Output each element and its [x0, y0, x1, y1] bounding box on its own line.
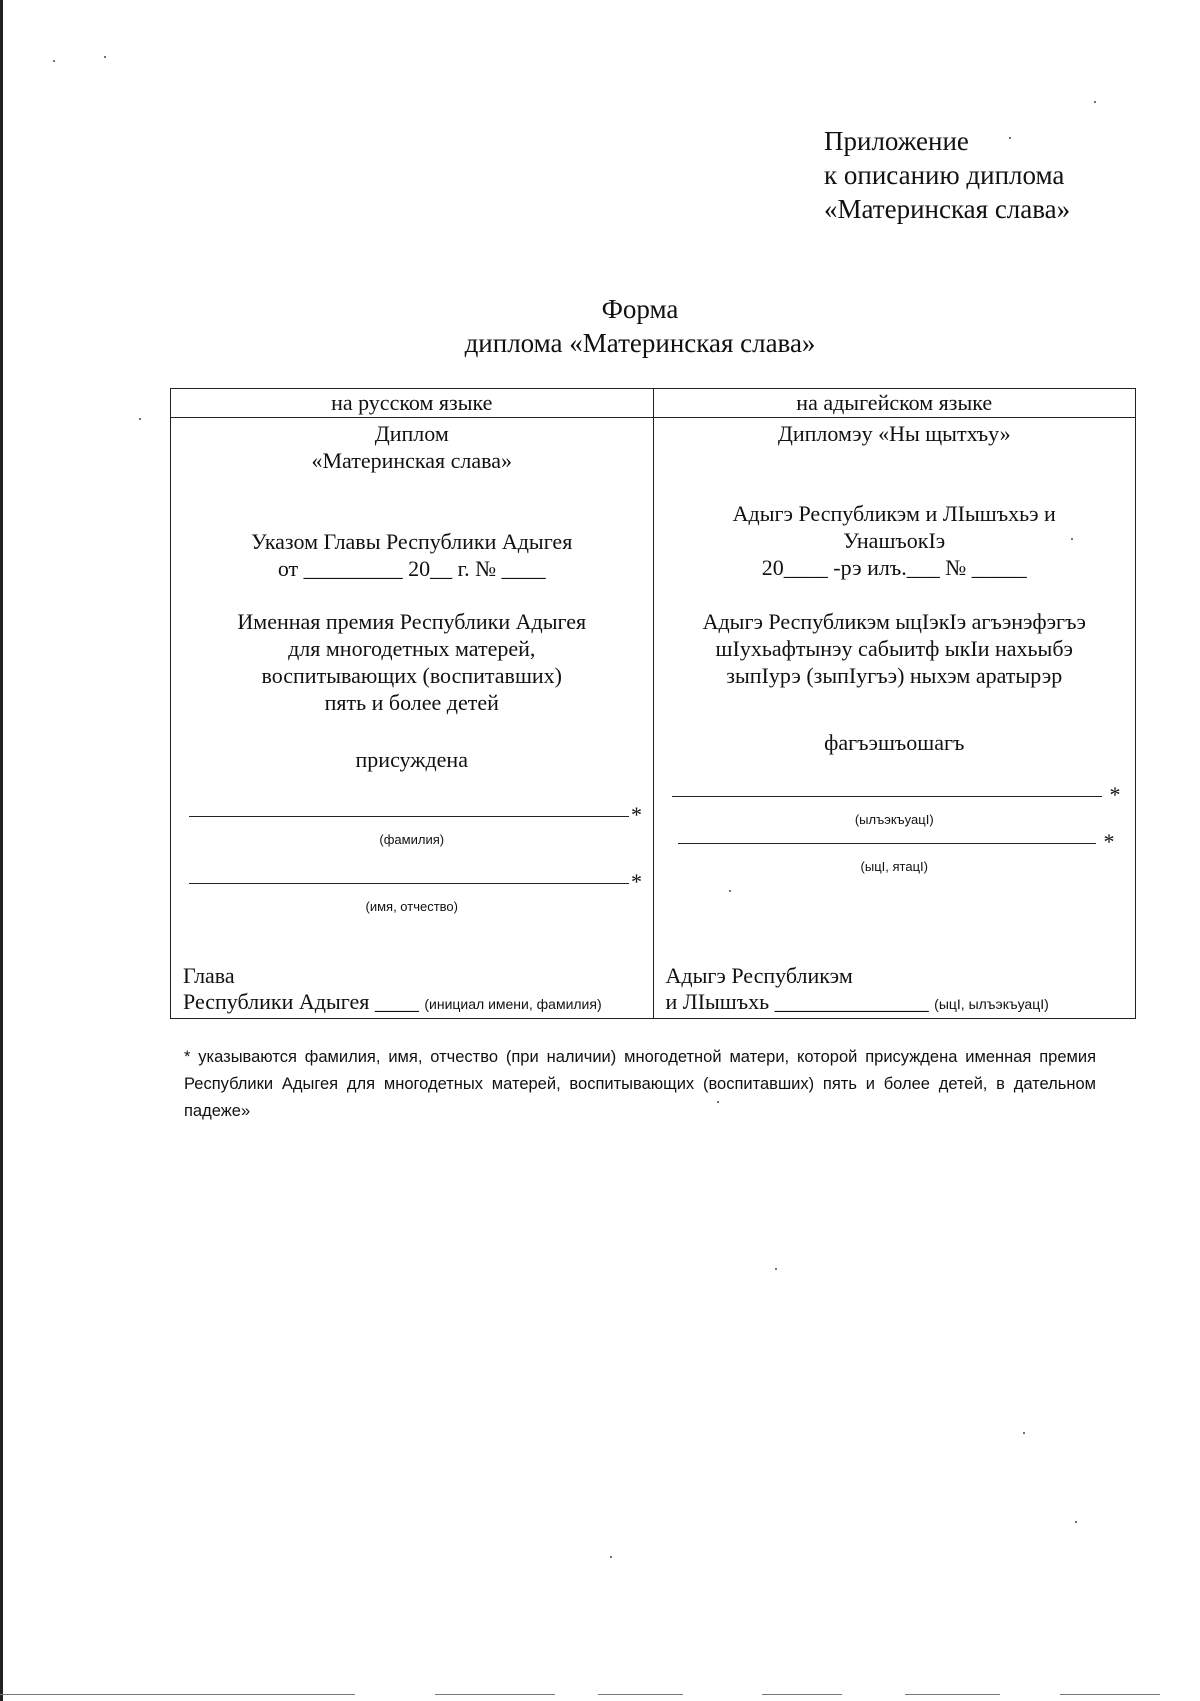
name-line [189, 883, 629, 884]
scan-speck [1071, 538, 1073, 540]
scan-speck [775, 1268, 777, 1270]
appendix-line: к описанию диплома [824, 160, 1065, 190]
scan-bottom-rule [598, 1694, 683, 1695]
prize-line: Именная премия Республики Адыгея [237, 609, 587, 634]
prize-line: для многодетных матерей, [288, 636, 536, 661]
column-header-russian: на русском языке [171, 389, 654, 418]
name-asterisk-adyghe: * [1103, 829, 1115, 854]
prize-text-adyghe [654, 608, 1136, 689]
appendix-line: «Материнская слава» [824, 194, 1071, 224]
signer-title-adyghe: Адыгэ Республикэм [665, 963, 853, 988]
russian-column [171, 418, 654, 1019]
decree-text [171, 528, 653, 582]
diploma-form-table [170, 388, 1136, 1019]
scan-speck [1075, 1521, 1077, 1523]
decree-date-number-line: 20____ -рэ илъ.___ № _____ [761, 555, 1027, 580]
form-title-line: диплома «Материнская слава» [464, 328, 816, 358]
footnote: * указываются фамилия, имя, отчество (при наличии) многодетной матери, которой присуждена именная премия Республики Адыгея для многодетных матерей, воспитывающих (воспитавших) пять и более детей, в дательном падеже» [184, 1048, 1096, 1120]
prize-line: зыпІурэ (зыпІугъэ) ныхэм аратырэр [726, 663, 1063, 688]
scan-bottom-rule [0, 1694, 355, 1695]
prize-line: воспитывающих (воспитавших) [261, 663, 562, 688]
diploma-title-adyghe: Дипломэу «Ны щытхъу» [777, 421, 1011, 446]
surname-line-adyghe [672, 796, 1102, 797]
name-caption: (имя, отчество) [365, 899, 458, 914]
decree-date-number-line: от _________ 20__ г. № ____ [277, 556, 546, 581]
prize-text [171, 608, 653, 716]
scan-speck [139, 418, 141, 420]
prize-line: шІухьафтынэу сабыитф ыкІи нахьыбэ [715, 636, 1073, 661]
signer-title: Глава [183, 963, 235, 988]
decree-line: Указом Главы Республики Адыгея [251, 529, 573, 554]
signer-organization-adyghe: и ЛІышъхь [665, 989, 770, 1014]
scan-speck [1009, 137, 1011, 139]
surname-line [189, 816, 629, 817]
scan-speck [53, 60, 55, 62]
signer-caption-adyghe: (ыцІ, ылъэкъуацІ) [934, 996, 1049, 1012]
scan-speck [104, 56, 106, 58]
scan-bottom-rule [1060, 1694, 1160, 1695]
name-asterisk: * [631, 869, 642, 894]
signer-line [183, 988, 602, 1018]
decree-line: Адыгэ Республикэм и ЛІышъхьэ и [732, 501, 1056, 526]
prize-line: Адыгэ Республикэм ыцІэкІэ агъэнэфэгъэ [702, 609, 1086, 634]
name-caption-adyghe: (ыцІ, ятацІ) [860, 859, 928, 874]
scan-speck [610, 1556, 612, 1558]
surname-asterisk-adyghe: * [1109, 782, 1121, 807]
diploma-title-line: «Материнская слава» [311, 448, 513, 473]
scan-speck [1023, 1432, 1025, 1434]
diploma-title [171, 420, 653, 474]
scan-bottom-rule [762, 1694, 842, 1695]
scan-speck [729, 890, 731, 892]
signer-line-adyghe [666, 988, 1049, 1018]
surname-caption-adyghe: (ылъэкъуацІ) [854, 812, 934, 827]
diploma-title-line: Диплом [374, 421, 449, 446]
signer-blank-adyghe: ______________ [774, 989, 929, 1014]
surname-caption: (фамилия) [379, 832, 445, 847]
form-title-line: Форма [601, 294, 679, 324]
column-header-adyghe: на адыгейском языке [653, 389, 1136, 418]
form-title [0, 292, 1200, 360]
appendix-line: Приложение [824, 126, 969, 156]
scan-speck [1094, 101, 1096, 103]
adyghe-column [653, 418, 1136, 1019]
scan-bottom-rule [435, 1694, 555, 1695]
appendix-note [824, 124, 1070, 226]
decree-text-adyghe [654, 500, 1136, 581]
scan-speck [717, 1101, 719, 1103]
signer-organization: Республики Адыгея [183, 989, 370, 1014]
awarded-text-adyghe: фагъэшъошагъ [824, 730, 965, 755]
decree-line: УнашъокІэ [843, 528, 946, 553]
scan-left-edge [0, 0, 3, 1701]
signer-blank: ____ [374, 989, 419, 1014]
scan-bottom-rule [905, 1694, 1000, 1695]
signer-caption: (инициал имени, фамилия) [424, 996, 602, 1012]
name-line-adyghe [678, 843, 1096, 844]
awarded-text: присуждена [355, 747, 468, 772]
surname-asterisk: * [631, 802, 642, 827]
prize-line: пять и более детей [324, 690, 499, 715]
